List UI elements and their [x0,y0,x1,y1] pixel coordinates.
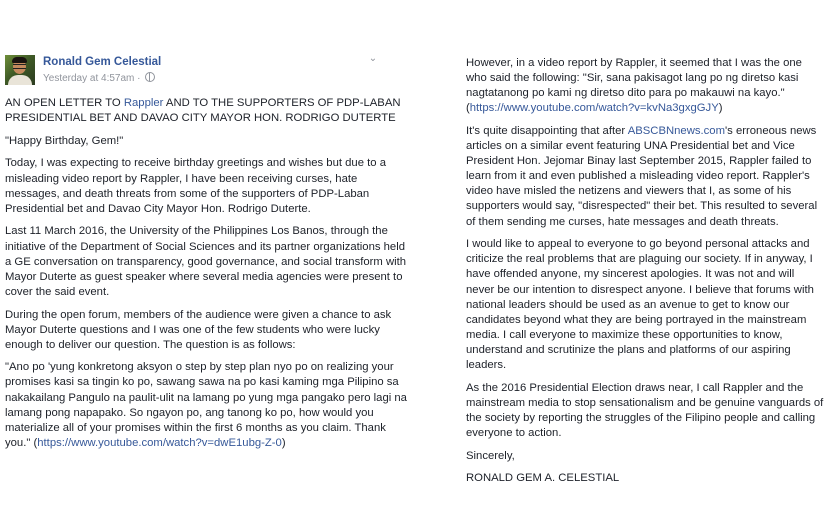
avatar[interactable] [5,55,35,85]
paragraph-open-letter [5,96,408,126]
post-column-right [462,0,825,510]
paragraph-text: ) [718,102,723,115]
paragraph-text: 's erroneous news articles on a similar event featuring UNA Presidential bet and Vice President Hon. Jejomar Binay last September 2015, Rappler failed to learn from it and even published a misleading video report. Rappler's video have misled the netizens and viewers that I, as some of his supporters would say, "disrespected" their bet. This resulted to several of them sending me curses, hate messages and death threats. [466,124,818,228]
paragraph-text: AND TO THE SUPPORTERS OF PDP-LABAN PRESIDENTIAL BET AND DAVAO CITY MAYOR HON. RODRIGO DUTERTE [5,97,401,125]
paragraph-today: Today, I was expecting to receive birthday greetings and wishes but due to a misleading video report by Rappler, I have been receiving curses, hate messages, and death threats from some of the supporters of PDP-Laban Presidential bet and Davao City Mayor Hon. Rodrigo Duterte. [5,157,386,215]
globe-icon[interactable] [145,72,155,82]
paragraph-event: Last 11 March 2016, the University of the Philippines Los Banos, through the initiative of the Department of Social Sciences and its partner organizations held a GE conversation on transparency, good governance, and social transform with Mayor Duterte as guest speaker where several media agencies were present to cover the said event. [5,225,407,298]
chevron-down-icon[interactable]: ⌄ [368,53,378,64]
post-timestamp[interactable]: Yesterday at 4:57am [43,73,135,84]
abscbn-link[interactable]: ABSCBNnews.com [627,124,725,137]
rappler-link[interactable]: Rappler [123,97,164,109]
avatar-shirt [8,75,32,85]
avatar-hair [12,57,27,63]
paragraph-text: "Ano po 'yung konkretong aksyon o step by step plan nyo po on realizing your promises kasi sa tingin ko po, sawang sawa na po kasi kaming mga Pilipino sa nakakailang Pangulo na paulit-ulit na lamang po yung mga pangako pero lagi na lamang pong napapako. So ngayon po, ang tanong ko po, how would you materialize all of your promises within the first 6 months as you claim. Thank you." ( [5,361,407,449]
post-meta [43,72,155,84]
paragraph-video-report [466,56,824,116]
paragraph-greeting: "Happy Birthday, Gem!" [5,134,124,147]
author-name[interactable]: Ronald Gem Celestial [43,56,162,68]
paragraph-disappointing [466,124,824,230]
youtube-link-report[interactable]: https://www.youtube.com/watch?v=kvNa3gxgGJY [469,102,719,115]
paragraph-sincerely: Sincerely, [466,449,515,462]
post-body-left [5,96,408,459]
paragraph-text: However, in a video report by Rappler, it seemed that I was the one who said the following: "Sir, sana pakisagot lang po ng diretso kasi nagtatanong po kami ng diretso dito para po makauwi na kayo." ( [466,57,802,115]
avatar-glasses [13,64,26,69]
post-column-left [0,0,412,510]
paragraph-text: ) [281,436,286,449]
paragraph-question [5,360,408,451]
meta-separator: · [137,73,141,84]
youtube-link-question[interactable]: https://www.youtube.com/watch?v=dwE1ubg-Z-0 [37,436,282,449]
paragraph-text: It's quite disappointing that after [466,124,628,137]
paragraph-signature: RONALD GEM A. CELESTIAL [466,472,620,485]
paragraph-appeal: I would like to appeal to everyone to go beyond personal attacks and criticize the real problems that are plaguing our society. If in anyway, I have offended anyone, my sincerest apologies. It was not and will never be our intention to disrespect anyone. I believe that forums with national leaders should be used as an avenue to get to know our candidates beyond what they are being portrayed in the mainstream media. I call everyone to maximize these opportunities to know, understand and scrutinize the plans and platforms of our aspiring leaders. [466,238,814,371]
post-body-right [466,56,824,494]
paragraph-text: AN OPEN LETTER TO [5,97,124,109]
paragraph-open-forum: During the open forum, members of the audience were given a chance to ask Mayor Duterte questions and I was one of the few students who were lucky enough to deliver our question. The question is as follows: [5,308,392,351]
paragraph-election: As the 2016 Presidential Election draws near, I call Rappler and the mainstream media to stop sensationalism and be genuine vanguards of the society by reporting the struggles of the Filipino people and calling everyone to action. [466,381,824,439]
